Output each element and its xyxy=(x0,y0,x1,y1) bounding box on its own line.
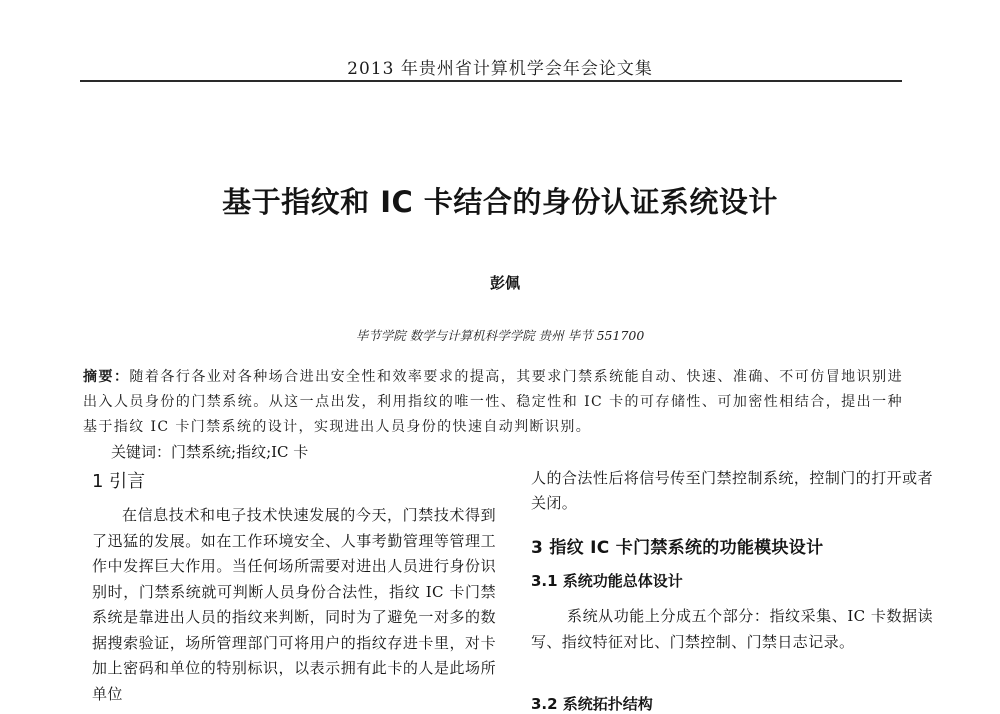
section-3-1-paragraph: 系统从功能上分成五个部分：指纹采集、IC 卡数据读写、指纹特征对比、门禁控制、门禁日志记录。 xyxy=(531,607,933,651)
abstract-label: 摘要： xyxy=(83,369,130,385)
header-rule xyxy=(80,80,902,82)
keywords-label: 关键词： xyxy=(111,443,172,461)
author-affiliation: 毕节学院 数学与计算机科学学院 贵州 毕节 551700 xyxy=(355,328,645,343)
author-name: 彭佩 xyxy=(489,274,520,292)
abstract-text: 随着各行各业对各种场合进出安全性和效率要求的提高，其要求门禁系统能自动、快速、准确、不可仿冒地识别进出入人员身份的门禁系统。从这一点出发，利用指纹的唯一性、稳定性和 IC 卡的可存储性、可加密性相结合，提出一种基于指纹 IC 卡门禁系统的设计，实现进出人员身份的快速自动判断识别。 xyxy=(83,369,903,435)
section-3-1-heading: 3.1 系统功能总体设计 xyxy=(531,572,683,590)
keywords-text: 门禁系统;指纹;IC 卡 xyxy=(171,443,309,461)
section-3-heading: 3 指纹 IC 卡门禁系统的功能模块设计 xyxy=(531,538,824,558)
keywords xyxy=(111,441,308,463)
section-1-paragraph: 在信息技术和电子技术快速发展的今天，门禁技术得到了迅猛的发展。如在工作环境安全、人事考勤管理等管理工作中发挥巨大作用。当任何场所需要对进出人员进行身份识别时，门禁系统就可判断人员身份合法性，指纹 IC 卡门禁系统是靠进出人员的指纹来判断，同时为了避免一对多的数据搜索验证，场所管理部门可将用户的指纹存进卡里，对卡加上密码和单位的特别标识，以表示拥有此卡的人是此场所单位 xyxy=(92,506,496,703)
section-1-heading: 1 引言 xyxy=(92,471,146,492)
section-3-2-heading: 3.2 系统拓扑结构 xyxy=(531,695,653,713)
running-header: 2013 年贵州省计算机学会年会论文集 xyxy=(347,59,653,79)
paper-title: 基于指纹和 IC 卡结合的身份认证系统设计 xyxy=(222,185,778,219)
continued-paragraph: 人的合法性后将信号传至门禁控制系统，控制门的打开或者关闭。 xyxy=(531,469,933,512)
abstract xyxy=(83,365,903,440)
